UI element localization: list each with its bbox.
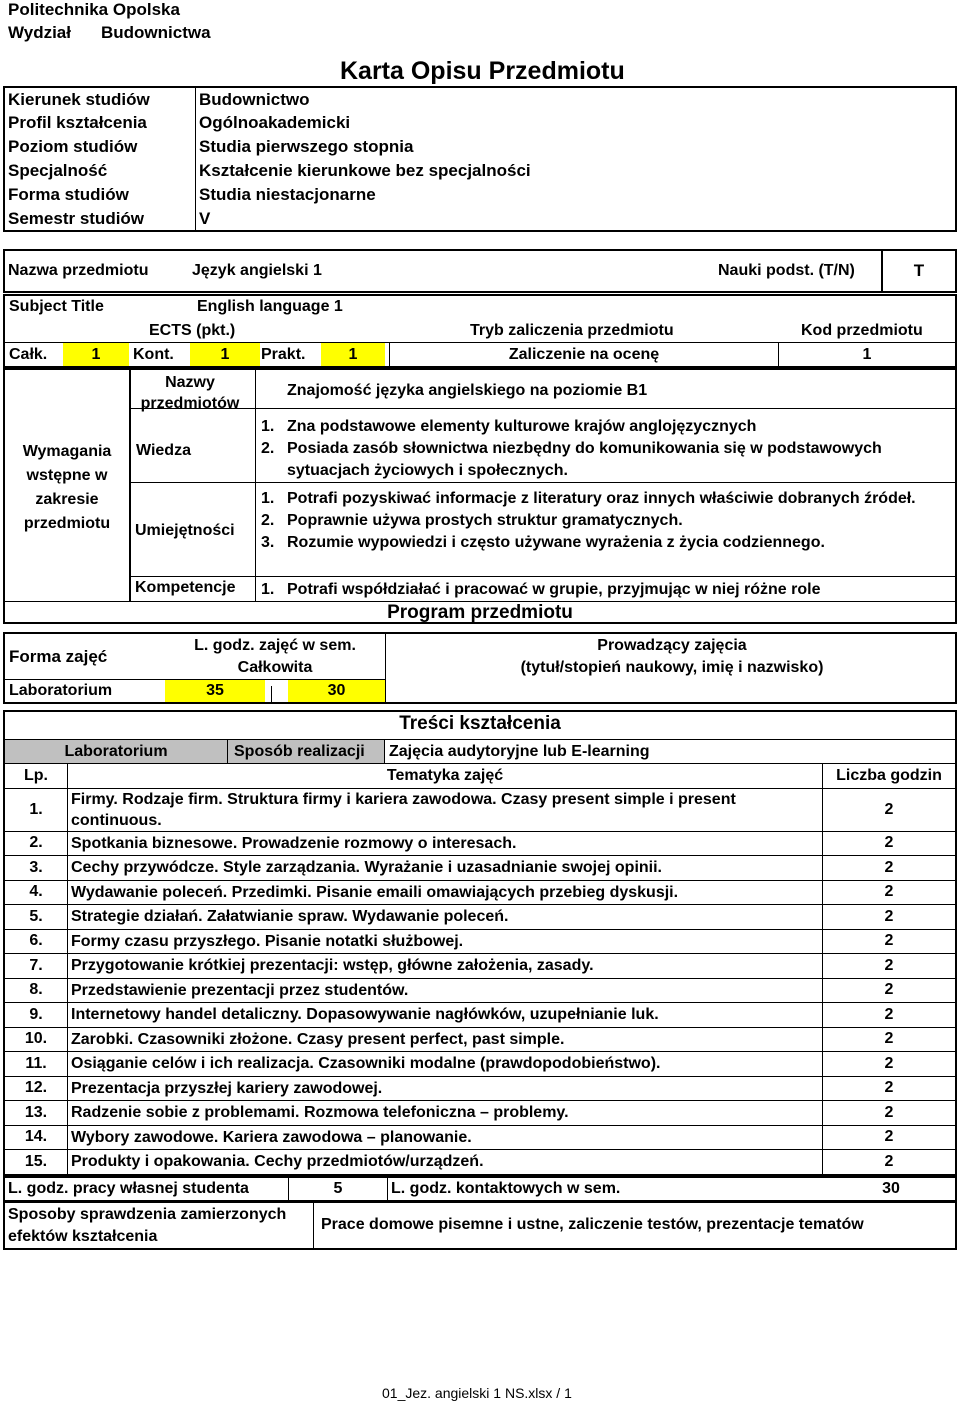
topic-row — [5, 1052, 955, 1077]
topic-hours: 2 — [823, 831, 956, 856]
content-title: Treści kształcenia — [399, 713, 561, 734]
skills-label: Umiejętności — [135, 522, 235, 539]
topic-lp: 8. — [5, 978, 68, 1003]
contact-hours-label: L. godz. kontaktowych w sem. — [391, 1180, 621, 1197]
hours-label-1: L. godz. zajęć w sem. — [194, 637, 356, 654]
knowledge-item-number: 2. — [261, 440, 275, 457]
kont-label: Kont. — [133, 346, 174, 363]
topic-hours: 2 — [823, 788, 956, 831]
info-label: Poziom studiów — [4, 135, 196, 159]
info-label: Forma studiów — [4, 183, 196, 207]
topic-row — [5, 954, 955, 979]
topic-lp: 11. — [5, 1052, 68, 1077]
skills-item-number: 1. — [261, 490, 275, 507]
subject-name-value: Język angielski 1 — [192, 262, 322, 279]
subject-name-label: Nazwa przedmiotu — [8, 262, 149, 279]
program-title: Program przedmiotu — [387, 602, 573, 623]
skills-item-text: Potrafi pozyskiwać informacje z literatury oraz innych właściwie dobranych źródeł. — [287, 490, 916, 507]
faculty-value: Budownictwa — [101, 23, 211, 42]
skills-item-number: 2. — [261, 512, 275, 529]
hours-contact: 30 — [288, 680, 385, 702]
content-block — [3, 710, 957, 1176]
topic-hours: 2 — [823, 1076, 956, 1101]
topic-row — [5, 1101, 955, 1126]
program-block — [3, 632, 957, 704]
competence-item-number: 1. — [261, 581, 275, 598]
topic-hours: 2 — [823, 954, 956, 979]
skills-list — [261, 488, 953, 554]
info-row — [4, 207, 956, 231]
topic-text: Produkty i opakowania. Cechy przedmiotów/urządzeń. — [68, 1150, 823, 1175]
knowledge-item — [261, 416, 953, 438]
subjects-value: Znajomość języka angielskiego na poziomie B1 — [287, 382, 648, 399]
prakt-value: 1 — [321, 343, 385, 366]
topic-hours: 2 — [823, 929, 956, 954]
topic-lp: 7. — [5, 954, 68, 979]
topic-lp: 6. — [5, 929, 68, 954]
topic-lp: 9. — [5, 1003, 68, 1028]
topic-hours: 2 — [823, 1125, 956, 1150]
topic-row — [5, 880, 955, 905]
skills-item-text: Rozumie wypowiedzi i często używane wyrażenia z życia codziennego. — [287, 534, 825, 551]
topic-lp: 15. — [5, 1150, 68, 1175]
info-value: Kształcenie kierunkowe bez specjalności — [199, 161, 531, 180]
info-value: Studia pierwszego stopnia — [199, 137, 414, 156]
teacher-label-2: (tytuł/stopień naukowy, imię i nazwisko) — [520, 659, 824, 676]
method-value: Zajęcia audytoryjne lub E-learning — [389, 743, 650, 760]
topic-row — [5, 905, 955, 930]
info-value: V — [199, 208, 211, 228]
topic-hours: 2 — [823, 1052, 956, 1077]
verification-value: Prace domowe pisemne i ustne, zaliczenie testów, prezentacje tematów — [321, 1216, 864, 1233]
info-row — [4, 159, 956, 183]
skills-item-text: Poprawnie używa prostych struktur gramatycznych. — [287, 512, 683, 529]
info-row — [4, 87, 956, 111]
topic-lp: 10. — [5, 1027, 68, 1052]
skills-item-number: 3. — [261, 534, 275, 551]
faculty-label: Wydział — [8, 23, 71, 42]
topics-table — [5, 764, 955, 1175]
competence-item — [261, 579, 953, 601]
topic-text: Cechy przywódcze. Style zarządzania. Wyrażanie i uzasadnianie swojej opinii. — [68, 856, 823, 881]
topic-row — [5, 856, 955, 881]
topic-text: Formy czasu przyszłego. Pisanie notatki służbowej. — [68, 929, 823, 954]
basic-science-label: Nauki podst. (T/N) — [718, 262, 855, 279]
subject-title-value: English language 1 — [197, 298, 343, 315]
page-footer: 01_Jez. angielski 1 NS.xlsx / 1 — [382, 1385, 572, 1401]
university-name: Politechnika Opolska — [8, 0, 180, 19]
topic-hours: 2 — [823, 856, 956, 881]
topic-lp: 12. — [5, 1076, 68, 1101]
topic-lp: 14. — [5, 1125, 68, 1150]
requirements-label: Wymagania wstępne w zakresie przedmiotu — [22, 443, 112, 532]
info-label: Kierunek studiów — [4, 87, 196, 111]
hours-label-2: Całkowita — [237, 659, 313, 676]
subjects-label: Nazwy przedmiotów — [140, 374, 240, 412]
topic-text: Osiąganie celów i ich realizacja. Czasowniki modalne (prawdopodobieństwo). — [68, 1052, 823, 1077]
requirements-block — [3, 368, 957, 624]
topic-row — [5, 831, 955, 856]
topic-row — [5, 1003, 955, 1028]
skills-item — [261, 488, 953, 510]
col-lp: Lp. — [5, 764, 68, 788]
method-label: Sposób realizacji — [228, 740, 385, 763]
topic-text: Spotkania biznesowe. Prowadzenie rozmowy o interesach. — [68, 831, 823, 856]
col-topic: Tematyka zajęć — [68, 764, 823, 788]
topic-hours: 2 — [823, 978, 956, 1003]
topic-hours: 2 — [823, 905, 956, 930]
kod-label: Kod przedmiotu — [801, 322, 923, 339]
info-value: Ogólnoakademicki — [199, 113, 351, 132]
topic-hours: 2 — [823, 1150, 956, 1175]
competence-item-text: Potrafi współdziałać i pracować w grupie, przyjmując w niej różne role — [287, 581, 821, 598]
topic-row — [5, 929, 955, 954]
topic-text: Internetowy handel detaliczny. Dopasowywanie nagłówków, uzupełnianie luk. — [68, 1003, 823, 1028]
topic-row — [5, 1027, 955, 1052]
competence-list — [261, 579, 953, 601]
topic-text: Wydawanie poleceń. Przedimki. Pisanie emaili omawiających przebieg dyskusji. — [68, 880, 823, 905]
info-row — [4, 111, 956, 135]
topic-text: Prezentacja przyszłej kariery zawodowej. — [68, 1076, 823, 1101]
topic-row — [5, 1076, 955, 1101]
topic-hours: 2 — [823, 1027, 956, 1052]
info-row — [4, 183, 956, 207]
knowledge-item-number: 1. — [261, 418, 275, 435]
kont-value: 1 — [190, 343, 260, 366]
form-name: Laboratorium — [9, 682, 113, 699]
ects-label: ECTS (pkt.) — [149, 322, 236, 339]
topic-hours: 2 — [823, 1003, 956, 1028]
topic-text: Przygotowanie krótkiej prezentacji: wstęp, główne założenia, zasady. — [68, 954, 823, 979]
topic-lp: 2. — [5, 831, 68, 856]
knowledge-list — [261, 416, 953, 482]
topic-hours: 2 — [823, 880, 956, 905]
tryb-label: Tryb zaliczenia przedmiotu — [470, 322, 674, 339]
content-type-label: Laboratorium — [5, 740, 228, 763]
skills-item — [261, 532, 953, 554]
topic-text: Firmy. Rodzaje firm. Struktura firmy i kariera zawodowa. Czasy present simple i present continuous. — [68, 788, 823, 831]
topic-text: Przedstawienie prezentacji przez studentów. — [68, 978, 823, 1003]
competence-label: Kompetencje — [135, 579, 236, 596]
topic-text: Wybory zawodowe. Kariera zawodowa – planowanie. — [68, 1125, 823, 1150]
hours-total: 35 — [165, 680, 265, 702]
knowledge-item-text: Posiada zasób słownictwa niezbędny do komunikowania się w podstawowych sytuacjach życiowych i społecznych. — [287, 440, 882, 479]
document-title: Karta Opisu Przedmiotu — [340, 57, 625, 85]
knowledge-item — [261, 438, 953, 482]
study-info-table — [3, 86, 957, 232]
info-value: Budownictwo — [199, 89, 310, 109]
knowledge-item-text: Zna podstawowe elementy kulturowe krajów anglojęzycznych — [287, 418, 757, 435]
tryb-value: Zaliczenie na ocenę — [389, 343, 779, 366]
skills-item — [261, 510, 953, 532]
info-label: Semestr studiów — [4, 207, 196, 231]
prakt-label: Prakt. — [261, 346, 306, 363]
subject-title-label: Subject Title — [9, 298, 104, 315]
info-value: Studia niestacjonarne — [199, 185, 376, 204]
topic-row — [5, 978, 955, 1003]
self-study-label: L. godz. pracy własnej studenta — [8, 1180, 249, 1197]
contact-hours-value: 30 — [882, 1180, 900, 1197]
teacher-label-1: Prowadzący zajęcia — [597, 637, 747, 654]
info-row — [4, 135, 956, 159]
info-label: Specjalność — [4, 159, 196, 183]
basic-science-value: T — [882, 250, 956, 292]
topic-text: Radzenie sobie z problemami. Rozmowa telefoniczna – problemy. — [68, 1101, 823, 1126]
topic-lp: 13. — [5, 1101, 68, 1126]
topic-row — [5, 1125, 955, 1150]
knowledge-label: Wiedza — [136, 442, 191, 459]
topic-lp: 1. — [5, 788, 68, 831]
verification-block — [3, 1201, 957, 1250]
topic-text: Zarobki. Czasowniki złożone. Czasy present perfect, past simple. — [68, 1027, 823, 1052]
kod-value: 1 — [862, 346, 872, 363]
verification-label: Sposoby sprawdzenia zamierzonych efektów kształcenia — [8, 1206, 287, 1245]
calk-value: 1 — [63, 343, 129, 366]
topic-lp: 3. — [5, 856, 68, 881]
topic-text: Strategie działań. Załatwianie spraw. Wydawanie poleceń. — [68, 905, 823, 930]
topic-lp: 5. — [5, 905, 68, 930]
calk-label: Całk. — [9, 346, 48, 363]
forma-label: Forma zajęć — [9, 647, 108, 666]
subject-name-table — [3, 249, 957, 293]
topic-lp: 4. — [5, 880, 68, 905]
topic-row — [5, 788, 955, 831]
info-label: Profil kształcenia — [4, 111, 196, 135]
summary-hours-block — [3, 1176, 957, 1202]
col-hours: Liczba godzin — [823, 764, 956, 788]
topic-row — [5, 1150, 955, 1175]
self-study-value: 5 — [333, 1180, 343, 1197]
ects-block — [3, 294, 957, 368]
topic-hours: 2 — [823, 1101, 956, 1126]
